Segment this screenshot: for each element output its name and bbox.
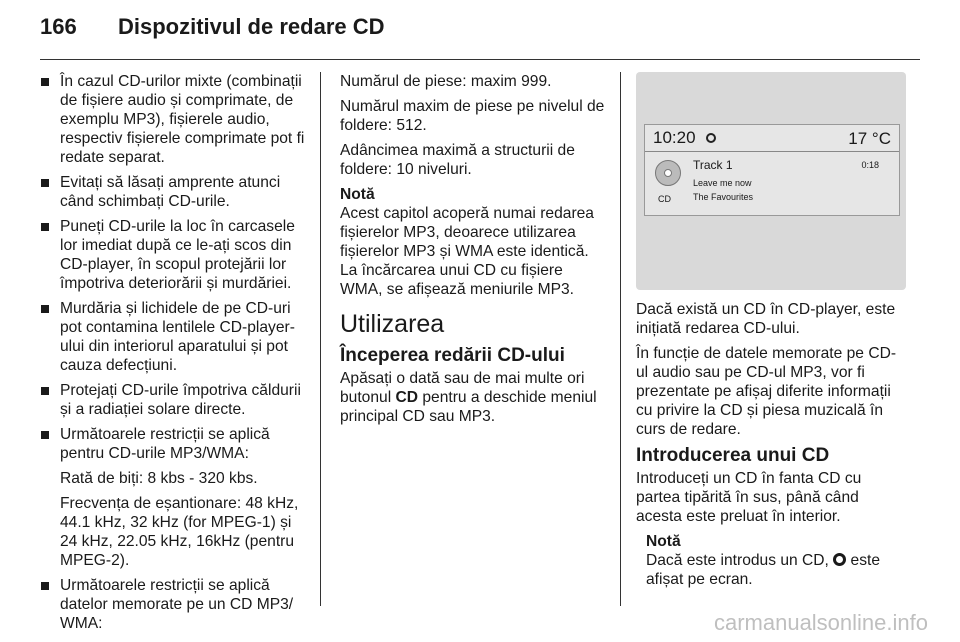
restriction-tracks: Numărul de piese: maxim 999.	[340, 73, 552, 90]
track-album: The Favourites	[693, 192, 754, 202]
note-block	[636, 532, 906, 589]
column-1	[40, 72, 306, 639]
header-rule	[40, 59, 920, 60]
list-item: În cazul CD-urilor mixte (combinații de fișiere audio și comprimate, de exemplu MP3), fișierele audio, respectiv fișierele comprimate pot fi redate separat.	[40, 72, 306, 167]
restriction-tracks-per-folder: Numărul maxim de piese pe nivelul de foldere: 512.	[340, 98, 605, 134]
list-item: Puneți CD-urile la loc în carcasele lor imediat după ce le-ați scos din CD-player, în scopul protejării lor împotriva deteriorării și murdăriei.	[40, 217, 306, 293]
start-playback-text: Apăsați o dată sau de mai multe ori butonul CD pentru a deschide meniul principal CD sau MP3.	[340, 370, 597, 425]
page-header	[40, 14, 385, 54]
source-label: CD	[658, 194, 671, 204]
display-status-bar	[645, 125, 899, 152]
note-label: Notă	[646, 533, 681, 550]
display-track-info	[645, 152, 899, 212]
restriction-bitrate: Rată de biți: 8 kbs - 320 kbs.	[60, 470, 258, 487]
column-divider	[620, 72, 621, 606]
list-item: Următoarele restricții se aplică datelor memorate pe un CD MP3/ WMA:	[40, 576, 306, 633]
page-number: 166	[40, 14, 77, 39]
track-title: Track 1	[693, 158, 733, 172]
list-item: Următoarele restricții se aplică pentru CD-urile MP3/WMA:	[40, 425, 306, 463]
cd-inserted-icon	[706, 133, 716, 143]
column-divider	[320, 72, 321, 606]
list-item: Protejați CD-urile împotriva căldurii și a radiației solare directe.	[40, 381, 306, 419]
cd-button-label: CD	[395, 389, 419, 406]
paragraph: În funcție de datele memorate pe CD-ul audio sau pe CD-ul MP3, vor fi prezentate pe afișaj diferite informații cu privire la CD și piesa muzicală în curs de redare.	[636, 345, 897, 438]
subsection-heading: Începerea redării CD-ului	[340, 345, 565, 366]
display-temperature: 17 °C	[848, 128, 891, 148]
watermark: carmanualsonline.info	[713, 610, 928, 635]
note-label: Notă	[340, 186, 375, 203]
track-artist: Leave me now	[693, 178, 752, 188]
restriction-depth: Adâncimea maximă a structurii de foldere: 10 niveluri.	[340, 142, 575, 178]
restriction-sampling: Frecvența de eșantionare: 48 kHz, 44.1 kHz, 32 kHz (for MPEG-1) și 24 kHz, 22.05 kHz, 16kHz (pentru MPEG-2).	[60, 495, 299, 569]
list-item: Evitați să lăsați amprente atunci când schimbați CD-urile.	[40, 173, 306, 211]
display-clock: 10:20	[653, 128, 716, 148]
subsection-heading: Introducerea unui CD	[636, 445, 830, 466]
note-text: Dacă este introdus un CD, este afișat pe ecran.	[646, 552, 881, 588]
infotainment-display	[644, 124, 900, 216]
column-2	[340, 72, 606, 432]
cd-disc-icon	[655, 160, 681, 186]
note-text: Acest capitol acoperă numai redarea fișierelor MP3, deoarece utilizarea fișierelor MP3 și WMA este identică. La încărcarea unui CD cu fișiere WMA, se afișează meniurile MP3.	[340, 205, 594, 298]
page-title: Dispozitivul de redare CD	[118, 14, 385, 39]
elapsed-time: 0:18	[861, 160, 879, 170]
paragraph: Dacă există un CD în CD-player, este inițiată redarea CD-ului.	[636, 301, 896, 337]
cd-symbol-icon	[833, 553, 846, 566]
column-3	[636, 72, 906, 589]
display-illustration	[636, 72, 906, 290]
list-item: Murdăria și lichidele de pe CD-uri pot contamina lentilele CD-player-ului din interiorul aparatului și pot cauza defecțiuni.	[40, 299, 306, 375]
insert-cd-text: Introduceți un CD în fanta CD cu partea tipărită în sus, până când acesta este preluat în interior.	[636, 470, 862, 525]
section-heading: Utilizarea	[340, 310, 445, 338]
